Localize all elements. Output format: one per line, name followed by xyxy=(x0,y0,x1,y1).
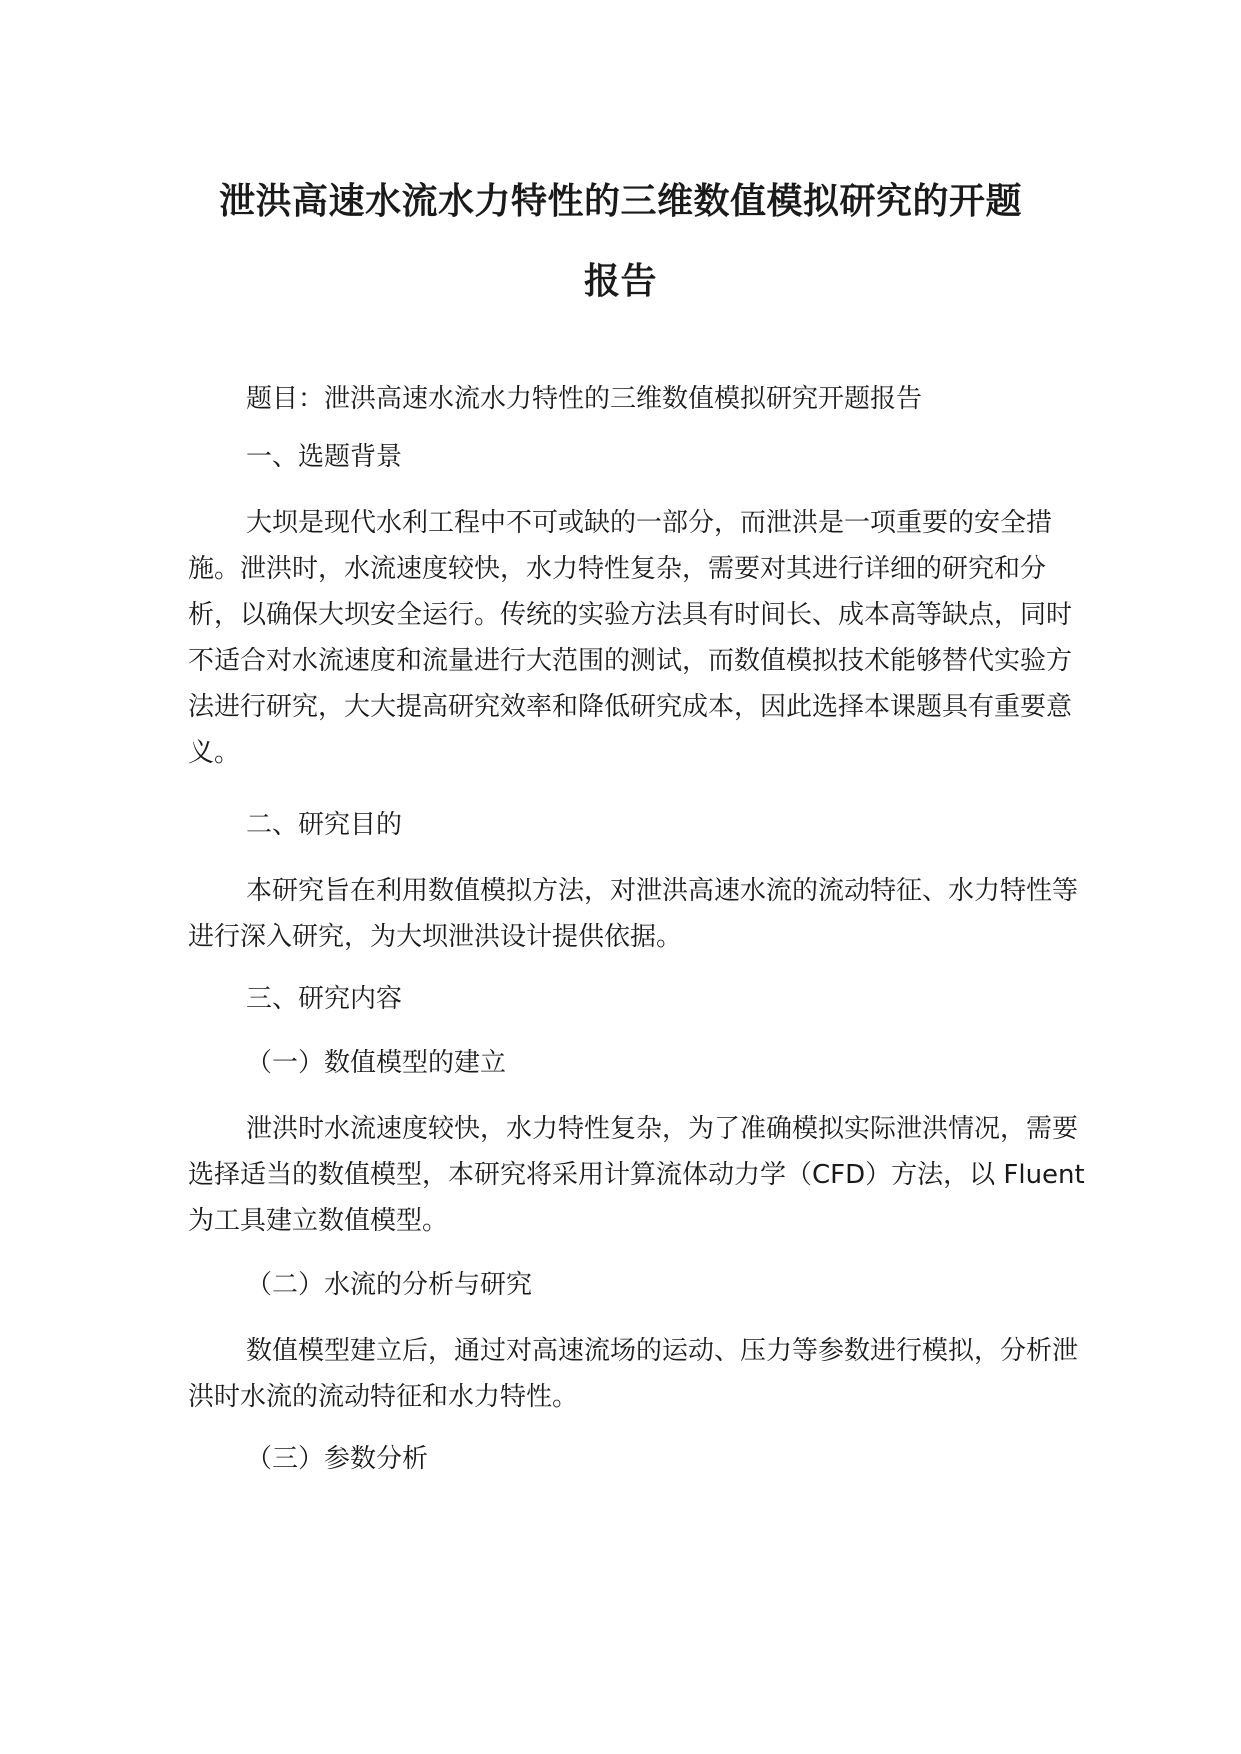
title-line-1: 泄洪高速水流水力特性的三维数值模拟研究的开题 xyxy=(218,181,1022,222)
subsection-heading-model: （一）数值模型的建立 xyxy=(246,1048,507,1078)
subsection-heading-parameters: （三）参数分析 xyxy=(246,1444,429,1474)
analysis-paragraph: 数值模型建立后，通过对高速流场的运动、压力等参数进行模拟，分析泄洪时水流的流动特征和水力特性。 xyxy=(188,1336,1079,1412)
background-paragraph: 大坝是现代水利工程中不可或缺的一部分，而泄洪是一项重要的安全措施。泄洪时，水流速度较快，水力特性复杂，需要对其进行详细的研究和分析，以确保大坝安全运行。传统的实验方法具有时间长、成本高等缺点，同时不适合对水流速度和流量进行大范围的测试，而数值模拟技术能够替代实验方法进行研究，大大提高研究效率和降低研究成本，因此选择本课题具有重要意义。 xyxy=(188,508,1073,768)
subsection-heading-analysis: （二）水流的分析与研究 xyxy=(246,1270,533,1300)
section-heading-background: 一、选题背景 xyxy=(246,442,403,472)
title-line-2: 报告 xyxy=(583,261,657,302)
topic-line: 题目：泄洪高速水流水力特性的三维数值模拟研究开题报告 xyxy=(246,384,923,414)
section-heading-purpose: 二、研究目的 xyxy=(246,810,403,840)
section-heading-content: 三、研究内容 xyxy=(246,984,403,1014)
purpose-paragraph: 本研究旨在利用数值模拟方法，对泄洪高速水流的流动特征、水力特性等进行深入研究，为大坝泄洪设计提供依据。 xyxy=(188,876,1079,952)
model-paragraph: 泄洪时水流速度较快，水力特性复杂，为了准确模拟实际泄洪情况，需要选择适当的数值模型，本研究将采用计算流体动力学（CFD）方法，以 Fluent 为工具建立数值模型。 xyxy=(188,1114,1085,1236)
document-title xyxy=(150,162,1091,322)
